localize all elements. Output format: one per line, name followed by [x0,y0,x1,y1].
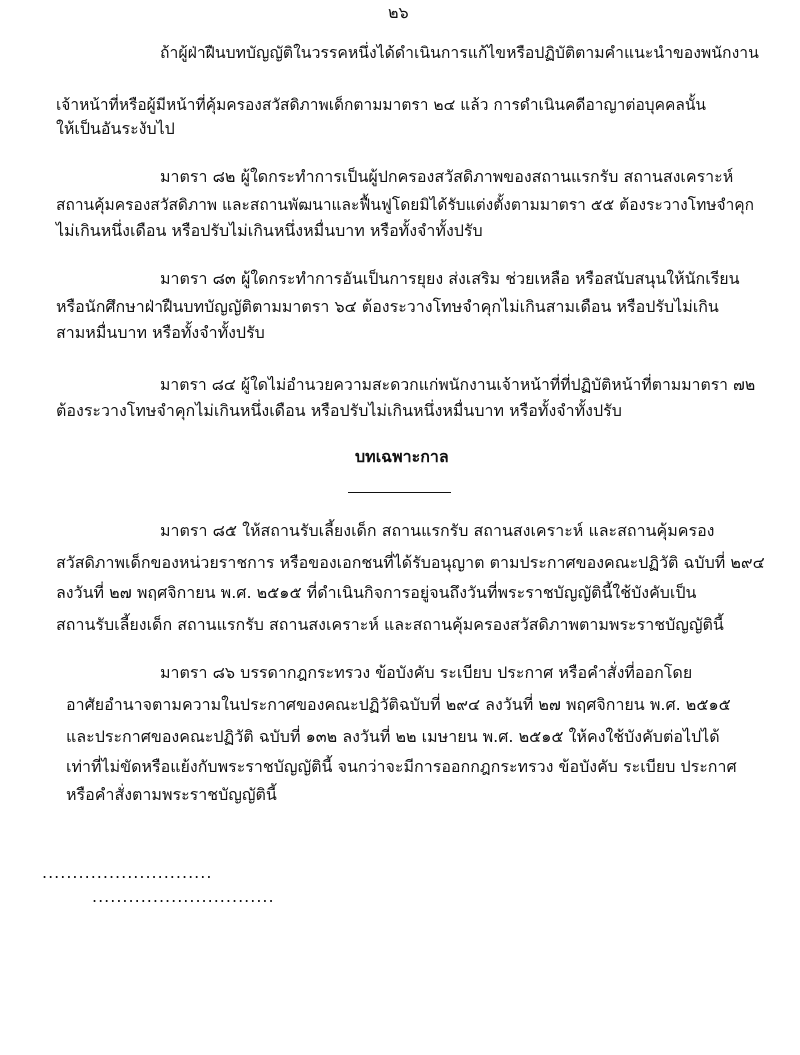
paragraph-line: หรือนักศึกษาฝ่าฝืนบทบัญญัติตามมาตรา ๖๔ ต้องระวางโทษจำคุกไม่เกินสามเดือน หรือปรับไม่เกิน [56,297,719,316]
section-heading: บทเฉพาะกาล [355,447,449,466]
paragraph-line: สามหมื่นบาท หรือทั้งจำทั้งปรับ [56,323,265,342]
paragraph-line: สถานคุ้มครองสวัสดิภาพ และสถานพัฒนาและฟื้นฟูโดยมิได้รับแต่งตั้งตามมาตรา ๕๕ ต้องระวางโทษจำคุก [56,196,755,214]
paragraph-line: มาตรา ๘๓ ผู้ใดกระทำการอันเป็นการยุยง ส่งเสริม ช่วยเหลือ หรือสนับสนุนให้นักเรียน [160,269,740,288]
signature-dots-line: ............................ [42,863,213,882]
signature-dots-line: .............................. [92,887,275,906]
paragraph-line: ให้เป็นอันระงับไป [56,119,175,138]
paragraph-line: มาตรา ๘๕ ให้สถานรับเลี้ยงเด็ก สถานแรกรับ สถานสงเคราะห์ และสถานคุ้มครอง [160,521,715,540]
paragraph-line: เท่าที่ไม่ขัดหรือแย้งกับพระราชบัญญัตินี้ จนกว่าจะมีการออกกฎกระทรวง ข้อบังคับ ระเบียบ ประกาศ [66,757,737,776]
paragraph-line: อาศัยอำนาจตามความในประกาศของคณะปฏิวัติฉบับที่ ๒๙๔ ลงวันที่ ๒๗ พฤศจิกายน พ.ศ. ๒๕๑๕ [66,695,731,714]
paragraph-line: ลงวันที่ ๒๗ พฤศจิกายน พ.ศ. ๒๕๑๕ ที่ดำเนินกิจการอยู่จนถึงวันที่พระราชบัญญัตินี้ใช้บังคับเป็น [56,583,697,602]
paragraph-line: มาตรา ๘๒ ผู้ใดกระทำการเป็นผู้ปกครองสวัสดิภาพของสถานแรกรับ สถานสงเคราะห์ [160,167,734,186]
paragraph-line: มาตรา ๘๔ ผู้ใดไม่อำนวยความสะดวกแก่พนักงานเจ้าหน้าที่ที่ปฏิบัติหน้าที่ตามมาตรา ๗๒ [160,375,756,394]
paragraph-line: หรือคำสั่งตามพระราชบัญญัตินี้ [66,785,277,804]
heading-divider [348,492,451,493]
paragraph-line: และประกาศของคณะปฏิวัติ ฉบับที่ ๑๓๒ ลงวันที่ ๒๒ เมษายน พ.ศ. ๒๕๑๕ ให้คงใช้บังคับต่อไปได้ [66,727,720,746]
paragraph-line: ถ้าผู้ฝ่าฝืนบทบัญญัติในวรรคหนึ่งได้ดำเนินการแก้ไขหรือปฏิบัติตามคำแนะนำของพนักงาน [160,43,759,62]
paragraph-line: ต้องระวางโทษจำคุกไม่เกินหนึ่งเดือน หรือปรับไม่เกินหนึ่งหมื่นบาท หรือทั้งจำทั้งปรับ [56,401,622,420]
paragraph-line: เจ้าหน้าที่หรือผู้มีหน้าที่คุ้มครองสวัสดิภาพเด็กตามมาตรา ๒๔ แล้ว การดำเนินคดีอาญาต่อบุคคลนั้น [56,96,707,114]
page-number: ๒๖ [388,3,409,22]
paragraph-line: สวัสดิภาพเด็กของหน่วยราชการ หรือของเอกชนที่ได้รับอนุญาต ตามประกาศของคณะปฏิวัติ ฉบับที่ ๒๙๔ [56,553,765,572]
paragraph-line: มาตรา ๘๖ บรรดากฎกระทรวง ข้อบังคับ ระเบียบ ประกาศ หรือคำสั่งที่ออกโดย [160,663,693,682]
paragraph-line: สถานรับเลี้ยงเด็ก สถานแรกรับ สถานสงเคราะห์ และสถานคุ้มครองสวัสดิภาพตามพระราชบัญญัตินี้ [56,615,724,634]
paragraph-line: ไม่เกินหนึ่งเดือน หรือปรับไม่เกินหนึ่งหมื่นบาท หรือทั้งจำทั้งปรับ [56,221,483,240]
